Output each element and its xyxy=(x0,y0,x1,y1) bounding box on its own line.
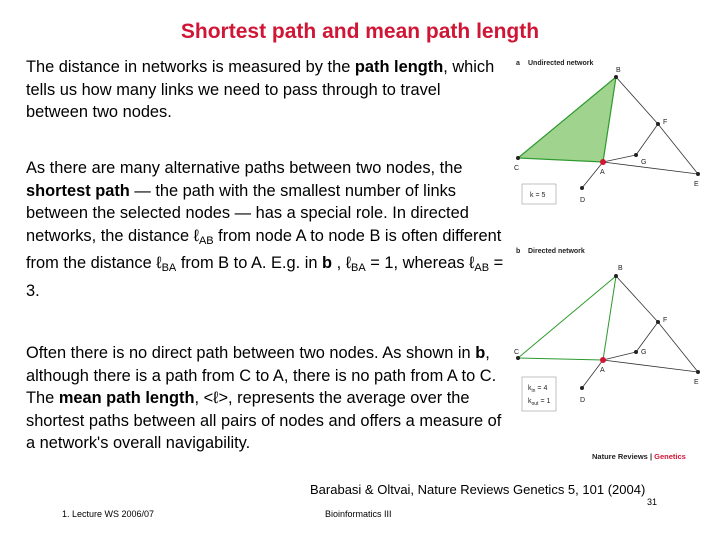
node-e xyxy=(696,172,700,176)
panel-a-letter: a xyxy=(516,60,520,67)
label-e: E xyxy=(694,181,699,188)
shortest-path-triangle xyxy=(518,77,616,162)
edge-g-f xyxy=(636,124,658,155)
p2-segment: = 1, whereas ℓ xyxy=(365,254,475,273)
panel-a-title: Undirected network xyxy=(528,60,594,67)
p2-segment: BA xyxy=(161,262,177,275)
edge-b-f xyxy=(616,77,658,124)
node-f xyxy=(656,122,660,126)
label-b-dir: B xyxy=(618,265,623,272)
panel-b-letter: b xyxy=(516,248,521,255)
edge-a-d-dir xyxy=(582,360,603,388)
kout-value: = 1 xyxy=(540,398,551,405)
node-c xyxy=(516,156,520,160)
edge-g-f-dir xyxy=(636,322,658,352)
citation: Barabasi & Oltvai, Nature Reviews Genetics 5, 101 (2004) xyxy=(310,482,646,497)
label-f-dir: F xyxy=(663,317,668,324)
p2-segment: , ℓ xyxy=(332,254,352,273)
p1-segment: path length xyxy=(354,58,444,76)
brand-sep: | xyxy=(647,452,655,461)
page-number: 31 xyxy=(647,497,658,507)
node-b-dir xyxy=(614,274,618,278)
kin-sub: in xyxy=(531,388,536,394)
p2-segment: from node A to node B is often different from the distance ℓ xyxy=(26,226,502,273)
p2-segment: As there are many alternative paths between two nodes, the xyxy=(26,159,463,177)
degree-box-b xyxy=(522,377,556,411)
kin-value: = 4 xyxy=(537,385,548,392)
kin-k: k xyxy=(528,385,532,392)
label-d-dir: D xyxy=(580,397,586,404)
p2-segment: AB xyxy=(198,234,214,247)
edge-f-e xyxy=(658,124,698,174)
p1-segment: The distance in networks is measured by the xyxy=(26,58,355,76)
node-a xyxy=(600,159,606,165)
label-g: G xyxy=(641,159,647,166)
edge-a-g-dir xyxy=(603,352,636,360)
node-c-dir xyxy=(516,356,520,360)
edge-b-a xyxy=(603,276,616,360)
label-b: B xyxy=(616,67,621,74)
footer-lecture: 1. Lecture WS 2006/07 xyxy=(62,509,155,519)
paragraph-mean-path-length xyxy=(26,342,504,455)
p3-segment: mean path length xyxy=(58,389,195,408)
p2-segment: b xyxy=(322,254,333,273)
paragraph-path-length xyxy=(26,56,504,124)
p2-segment: AB xyxy=(474,262,490,275)
node-g-dir xyxy=(634,350,638,354)
label-e-dir: E xyxy=(694,379,699,386)
edge-a-g xyxy=(603,155,636,162)
edge-c-b xyxy=(518,276,616,358)
p3-segment: , <ℓ>, represents the average over the shortest paths between all pairs of nodes and offers a measure of a network's overall navigability. xyxy=(26,389,502,453)
label-a-dir: A xyxy=(600,367,605,374)
degree-label-a: k = 5 xyxy=(530,192,546,199)
footer-course: Bioinformatics III xyxy=(325,509,392,519)
p2-segment: — the path with the smallest number of links between the selected nodes — has a special role. In directed networks, the distance ℓ xyxy=(26,181,469,245)
label-c: C xyxy=(514,165,520,172)
node-a-dir xyxy=(600,357,606,363)
p2-segment: shortest path xyxy=(26,181,130,200)
edge-a-e xyxy=(603,162,698,174)
p2-segment: BA xyxy=(351,262,366,275)
node-g xyxy=(634,153,638,157)
edge-b-f-dir xyxy=(616,276,658,322)
label-g-dir: G xyxy=(641,349,647,356)
p3-segment: Often there is no direct path between two nodes. As shown in xyxy=(26,344,476,362)
p3-segment: , although there is a path from C to A, there is no path from A to C. The xyxy=(26,344,497,408)
p2-segment: from B to A. E.g. in xyxy=(176,254,323,273)
label-c-dir: C xyxy=(514,349,520,356)
paragraph-shortest-path xyxy=(26,157,504,303)
edge-c-a xyxy=(518,358,603,360)
node-d-dir xyxy=(580,386,584,390)
panel-b-title: Directed network xyxy=(528,248,585,255)
label-a: A xyxy=(600,169,605,176)
node-d xyxy=(580,186,584,190)
network-figure xyxy=(508,52,716,464)
edge-f-e-dir xyxy=(658,322,698,372)
edge-a-e-dir xyxy=(603,360,698,372)
p1-segment: , which tells us how many links we need to pass through to travel between two nodes. xyxy=(26,58,495,122)
node-e-dir xyxy=(696,370,700,374)
slide-title: Shortest path and mean path length xyxy=(180,20,540,43)
brand-right: Genetics xyxy=(654,452,686,461)
label-d: D xyxy=(580,197,586,204)
node-b xyxy=(614,75,618,79)
p2-segment: = 3. xyxy=(26,254,504,300)
kout-k: k xyxy=(528,398,532,405)
brand-left: Nature Reviews xyxy=(592,452,648,461)
node-f-dir xyxy=(656,320,660,324)
p3-segment: b xyxy=(475,344,486,362)
kout-sub: out xyxy=(531,401,539,407)
label-f: F xyxy=(663,119,668,126)
journal-credit xyxy=(592,452,686,461)
